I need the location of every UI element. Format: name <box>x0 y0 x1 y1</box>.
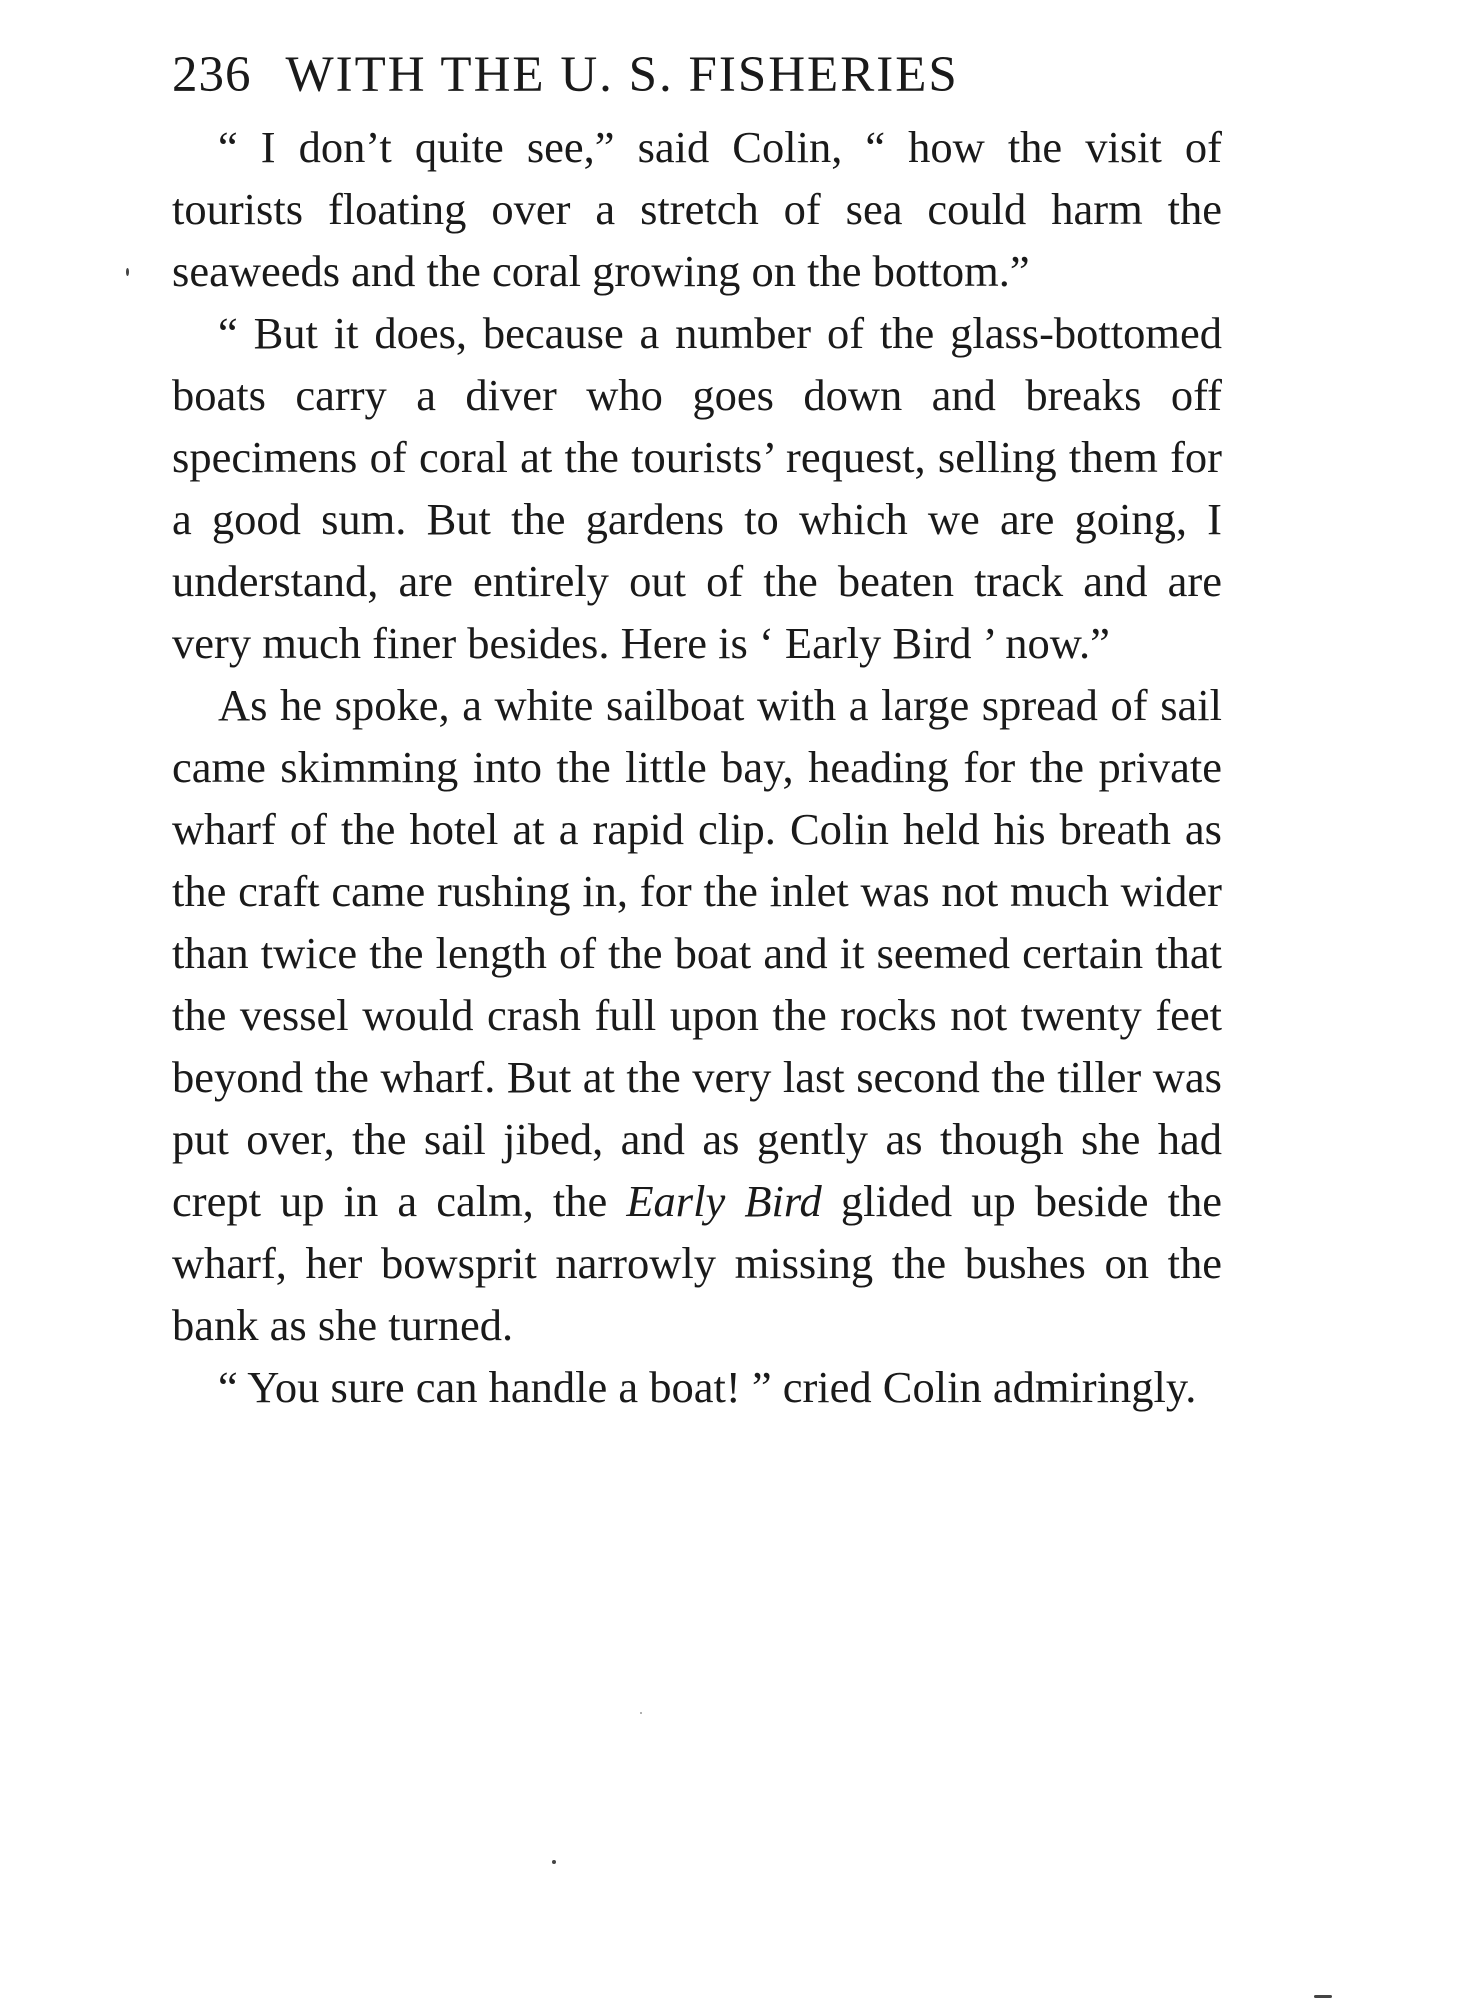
paragraph-3-text-end: glided up beside the wharf, her bowsprit narrowly missing the bushes on the bank as she turned. <box>172 1176 1222 1350</box>
scan-speck <box>640 1712 642 1714</box>
book-page <box>172 40 1222 1418</box>
paragraph-1: “ I don’t quite see,” said Colin, “ how the visit of tourists floating over a stretch of sea could harm the seaweeds and the coral growing on the bottom.” <box>172 122 1222 296</box>
paragraph-4: “ You sure can handle a boat! ” cried Colin admiringly. <box>218 1362 1197 1412</box>
scan-speck <box>552 1860 556 1864</box>
boat-name-italic: Early Bird <box>626 1176 822 1226</box>
paragraph-3-text-start: As he spoke, a white sailboat with a large spread of sail came skimming into the little bay, heading for the private wharf of the hotel at a rapid clip. Colin held his breath as the craft came rushing in, for the inlet was not much wider than twice the length of the boat and it seemed certain that the vessel would crash full upon the rocks not twenty feet beyond the wharf. But at the very last second the tiller was put over, the sail jibed, and as gently as though she had crept up in a calm, the <box>172 680 1222 1226</box>
scan-speck <box>1314 1995 1332 1998</box>
scan-speck <box>126 268 129 276</box>
book-title: WITH THE U. S. FISHERIES <box>285 47 959 103</box>
running-head <box>172 40 1222 110</box>
page-number: 236 <box>172 47 252 103</box>
paragraph-2: “ But it does, because a number of the glass-bottomed boats carry a diver who goes down and breaks off specimens of coral at the tourists’ request, selling them for a good sum. But the gardens to which we are going, I understand, are entirely out of the beaten track and are very much finer besides. Here is ‘ Early Bird ’ now.” <box>172 308 1222 668</box>
paragraph-3 <box>172 674 1222 1356</box>
